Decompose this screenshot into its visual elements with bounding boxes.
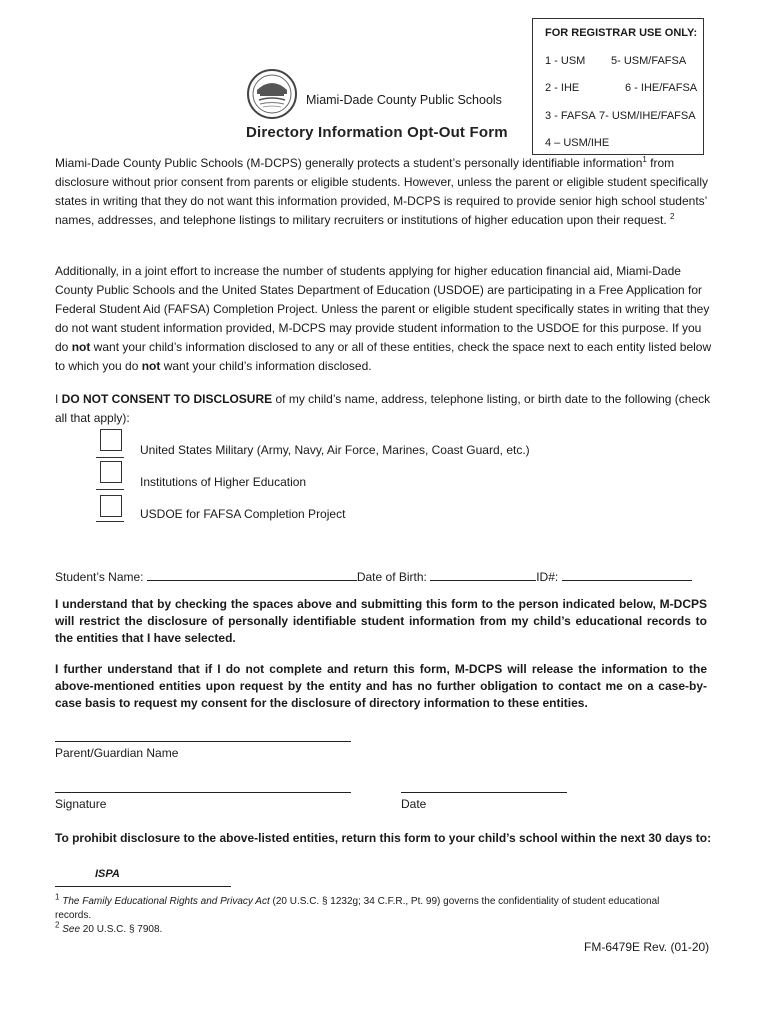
district-name: Miami-Dade County Public Schools [306, 93, 502, 107]
registrar-code: 6 - IHE/FAFSA [625, 82, 698, 94]
footnote-divider [55, 886, 231, 887]
fafsa-text-c: want your child’s information disclosed. [160, 359, 372, 373]
emphasis-not: not [71, 340, 91, 354]
registrar-title: FOR REGISTRAR USE ONLY: [545, 27, 698, 39]
consent-i: I [55, 392, 62, 406]
intro-text-b: from disclosure without prior consent from parents or eligible students. However, unless the parent or eligible student specifically states in writing that they do not want this information provided, M-DCPS is required to provide senior high school students’ names, addresses, and telephone listings to military recruiters or institutions of higher education upon their request. [55, 156, 709, 227]
fafsa-paragraph [55, 262, 715, 376]
date-line[interactable] [401, 792, 567, 793]
footnote-2-text: 20 U.S.C. § 7908. [80, 924, 163, 935]
dob-field[interactable] [430, 568, 536, 581]
checkbox-usdoe-fafsa[interactable] [100, 495, 122, 517]
checkbox-military[interactable] [100, 429, 122, 451]
understanding-paragraph-2: I further understand that if I do not complete and return this form, M-DCPS will release the information to the above-mentioned entities upon request by the entity and has no further obligation to contact me on a case-by-case basis to request my consent for the disclosure of directory information to these entities. [55, 662, 707, 710]
checkbox-underline [96, 489, 124, 490]
footnote-ref: 2 [670, 212, 675, 221]
parent-name-line[interactable] [55, 741, 351, 742]
footnote-2-italic: See [62, 924, 81, 935]
registrar-box [532, 18, 704, 155]
footnote-ref: 1 [642, 155, 647, 164]
consent-rest: of my child’s name, address, telephone listing, or birth date to the following (check all that apply): [55, 392, 711, 425]
date-label: Date [401, 797, 427, 811]
option-higher-education-label: Institutions of Higher Education [140, 475, 307, 489]
understanding-paragraph-1: I understand that by checking the spaces above and submitting this form to the person indicated below, M-DCPS will restrict the disclosure of personally identifiable student information from my child’s educational records to the entities that I have selected. [55, 597, 707, 645]
footnote-2 [55, 920, 675, 937]
registrar-code: 7- USM/IHE/FAFSA [599, 110, 696, 122]
checkbox-underline [96, 457, 124, 458]
emphasis-not: not [141, 359, 161, 373]
signature-line[interactable] [55, 792, 351, 793]
fafsa-text-b: want your child’s information disclosed to any or all of these entities, check the space next to each entity listed below to which you do [55, 340, 712, 373]
footnote-1-italic: The Family Educational Rights and Privacy Act [62, 896, 270, 907]
student-info-row [55, 568, 692, 584]
intro-text-a: Miami-Dade County Public Schools (M-DCPS) generally protects a student’s personally identifiable information [55, 156, 643, 170]
ispa-label: ISPA [95, 868, 120, 880]
form-title: Directory Information Opt-Out Form [246, 124, 508, 141]
registrar-code: 2 - IHE [545, 82, 580, 94]
footnote-number: 1 [55, 892, 60, 902]
footnote-number: 2 [55, 920, 60, 930]
return-instructions: To prohibit disclosure to the above-listed entities, return this form to your child’s school within the next 30 days to: [55, 831, 712, 845]
consent-paragraph [55, 390, 715, 428]
registrar-code: 4 – USM/IHE [545, 137, 610, 149]
student-name-label: Student’s Name: [55, 570, 144, 584]
signature-label: Signature [55, 797, 107, 811]
option-usdoe-fafsa-label: USDOE for FAFSA Completion Project [140, 507, 346, 521]
footnote-1 [55, 892, 675, 923]
checkbox-higher-education[interactable] [100, 461, 122, 483]
student-name-field[interactable] [147, 568, 357, 581]
consent-bold: DO NOT CONSENT TO DISCLOSURE [61, 392, 273, 406]
dob-label: Date of Birth: [356, 570, 427, 584]
district-logo [246, 68, 298, 120]
parent-name-label: Parent/Guardian Name [55, 746, 179, 760]
id-label: ID#: [536, 570, 559, 584]
registrar-code: 1 - USM [545, 55, 586, 67]
form-number: FM-6479E Rev. (01-20) [584, 940, 710, 954]
option-military-label: United States Military (Army, Navy, Air Force, Marines, Coast Guard, etc.) [140, 443, 530, 457]
footnote-1-text: (20 U.S.C. § 1232g; 34 C.F.R., Pt. 99) governs the confidentiality of student educational records. [55, 896, 660, 921]
registrar-code: 5- USM/FAFSA [611, 55, 687, 67]
fafsa-text-a: Additionally, in a joint effort to increase the number of students applying for higher education financial aid, Miami-Dade County Public Schools and the United States Department of Education (USDOE) are participating in a Free Application for Federal Student Aid (FAFSA) Completion Project. Unless the parent or eligible student specifically states in writing that they do not want student information provided, M-DCPS may provide student information to the USDOE for this purpose. If you do [55, 264, 710, 354]
intro-paragraph [55, 154, 715, 230]
id-field[interactable] [562, 568, 692, 581]
checkbox-underline [96, 521, 124, 522]
registrar-code: 3 - FAFSA [545, 110, 596, 122]
